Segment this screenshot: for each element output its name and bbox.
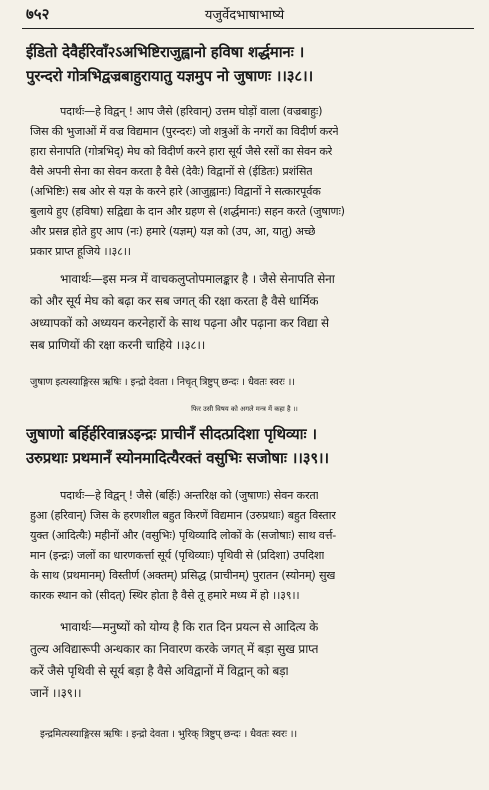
padartha-38-line: और प्रसन्न होते हुए आप (नः) हमारे (यज्ञम्) यज्ञ को (उप, आ, यातु) अच्छे	[30, 225, 316, 238]
bhavartha-38-line: सब प्राणियों की रक्षा करनी चाहिये ।।३८।।	[30, 338, 206, 352]
padartha-38-line: वैसे अपनी सेना का सेवन करता है वैसे (देवैः) विद्वानों से (ईडितः) प्रशंसित	[30, 165, 313, 178]
padartha-39-line: हुआ (हरिवान्) जिस के हरणशील बहुत किरणें विद्यमान (उरुप्रथाः) बहुत विस्तार	[30, 509, 336, 522]
padartha-39-line: युक्त (आदित्यैः) महीनों और (वसुभिः) पृथिव्यादि लोकों के (सजोषाः) साथ वर्त्त-	[30, 529, 337, 542]
padartha-39-line: के साथ (प्रथमानम्) विस्तीर्ण (अक्तम्) प्रसिद्ध (प्राचीनम्) पुरातन (स्योनम्) सुख	[30, 569, 336, 582]
bhavartha-38-line: को और सूर्य मेघ को बढ़ा कर सब जगत् की रक्षा करता है वैसे धार्मिक	[30, 294, 319, 308]
padartha-39-line: पदार्थः—हे विद्वन् ! जैसे (बर्हिः) अन्तरिक्ष को (जुषाणः) सेवन करता	[60, 489, 319, 502]
rishi-devata-line: जुषाण इत्यस्याङ्गिरस ऋषिः । इन्द्रो देवता । निचृत् त्रिष्टुप् छन्दः । धैवतः स्वरः ।।	[30, 377, 295, 388]
mantra-39-line-1: जुषाणो बर्हिर्हरिवान्नऽइन्द्रः प्राचीनँ सीदत्प्रदिशा पृथिव्याः ।	[26, 425, 317, 443]
padartha-38-line: पदार्थः—हे विद्वन् ! आप जैसे (हरिवान्) उत्तम घोड़ों वाला (वज्रबाहुः)	[60, 105, 323, 118]
header-rule	[22, 28, 474, 29]
padartha-38-line: जिस की भुजाओं में वज्र विद्यमान (पुरन्दरः) जो शत्रुओं के नगरों का विदीर्ण करने	[30, 125, 339, 138]
mantra-39-line-2: उरुप्रथाः प्रथमानँ स्योनमादित्यैरक्तं वसुभिः सजोषाः ।।३९।।	[26, 449, 329, 467]
bhavartha-39-line: तुल्य अविद्यारूपी अन्धकार का निवारण करके जगत् में बड़ा सुख प्राप्त	[30, 642, 319, 656]
mantra-38-line-1: ईडितो देवैर्हरिवाँ२ऽअभिष्टिराजुह्वानो हविषा शर्द्धमानः ।	[26, 43, 305, 61]
page-number: ७५२	[26, 5, 50, 23]
bhavartha-39-line: भावार्थः—मनुष्यों को योग्य है कि रात दिन प्रयत्न से आदित्य के	[60, 620, 319, 634]
bhavartha-39-line: जानें ।।३९।।	[30, 686, 82, 700]
section-intro: फिर उसी विषय को अगले मन्त्र में कहा है ।।	[191, 405, 298, 413]
page-header	[0, 0, 489, 26]
padartha-38-line: बुलाये हुए (हविषा) सद्विद्या के दान और ग्रहण से (शर्द्धमानः) सहन करते (जुषाणः)	[30, 205, 345, 218]
rishi-devata-line: इन्द्रमित्यस्याङ्गिरस ऋषिः । इन्द्रो देवता । भुरिक् त्रिष्टुप् छन्दः । धैवतः स्वरः ।।	[40, 729, 297, 740]
padartha-39-line: मान (इन्द्रः) जलों का धारणकर्त्ता सूर्य (पृथिव्याः) पृथिवी से (प्रदिशा) उपदिशा	[30, 549, 325, 562]
padartha-38-line: हारा सेनापति (गोत्रभिद्) मेघ को विदीर्ण करने हारा सूर्य जैसे रसों का सेवन करे	[30, 145, 333, 158]
running-title: यजुर्वेदभाषाभाष्ये	[204, 8, 285, 23]
padartha-38-line: (अभिष्टिः) सब ओर से यज्ञ के करने हारे (आजुह्वानः) विद्वानों ने सत्कारपूर्वक	[30, 185, 321, 198]
bhavartha-39-line: करें जैसे पृथिवी से सूर्य बड़ा है वैसे अविद्वानों में विद्वान् को बड़ा	[30, 664, 289, 678]
padartha-39-line: कारक स्थान को (सीदत्) स्थिर होता है वैसे तू हमारे मध्य में हो ।।३९।।	[30, 589, 300, 602]
mantra-38-line-2: पुरन्दरो गोत्रभिद्वज्रबाहुरायातु यज्ञमुप नो जुषाणः ।।३८।।	[26, 67, 313, 85]
bhavartha-38-line: भावार्थः—इस मन्त्र में वाचकलुप्तोपमालङ्कार है । जैसे सेनापति सेना	[60, 272, 335, 286]
bhavartha-38-line: अध्यापकों को अध्ययन करनेहारों के साथ पढ़ना और पढ़ाना कर विद्या से	[30, 316, 329, 330]
padartha-38-line: प्रकार प्राप्त हूजिये ।।३८।।	[30, 245, 131, 258]
